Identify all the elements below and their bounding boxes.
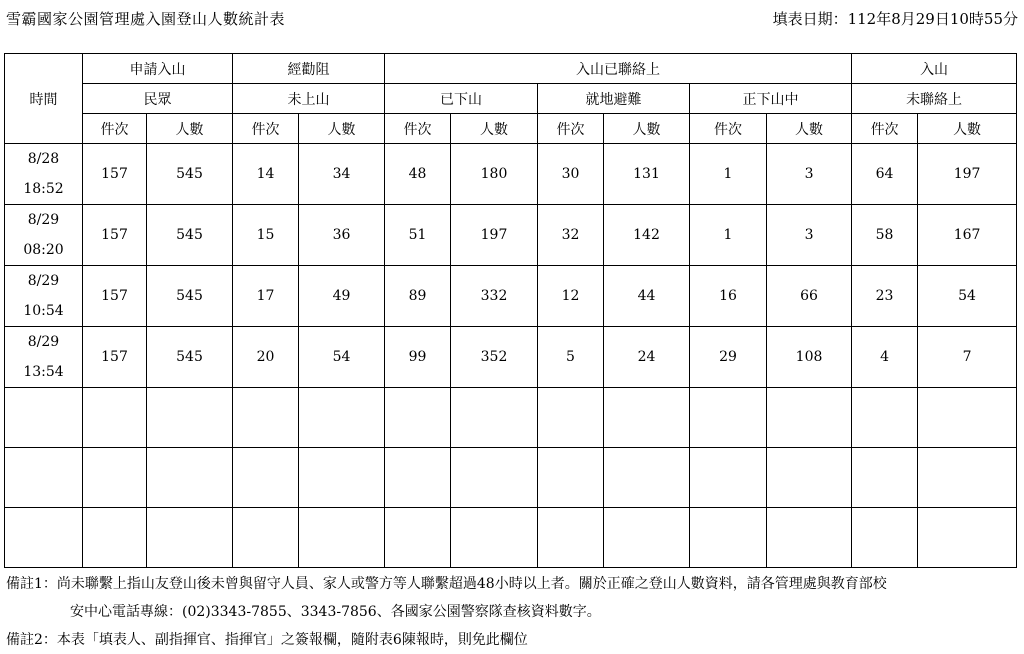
value-cell: 157 — [83, 205, 147, 266]
value-cell: 16 — [690, 266, 767, 327]
row-time: 10:54 — [23, 303, 64, 319]
value-cell: 545 — [147, 205, 233, 266]
fill-date: 填表日期：112年8月29日10時55分 — [772, 10, 1018, 28]
header-time: 時間 — [5, 54, 83, 144]
value-cell: 15 — [233, 205, 299, 266]
value-cell: 66 — [767, 266, 852, 327]
value-cell: 108 — [767, 327, 852, 388]
value-cell: 352 — [451, 327, 538, 388]
value-cell: 157 — [83, 327, 147, 388]
header-people: 人數 — [767, 114, 852, 144]
value-cell: 99 — [385, 327, 451, 388]
table-row — [5, 266, 1017, 327]
header-people: 人數 — [147, 114, 233, 144]
time-cell — [5, 266, 83, 327]
header-cases: 件次 — [690, 114, 767, 144]
value-cell: 58 — [852, 205, 918, 266]
value-cell: 12 — [538, 266, 604, 327]
value-cell: 54 — [918, 266, 1017, 327]
value-cell: 20 — [233, 327, 299, 388]
header-blocked-bottom: 未上山 — [233, 84, 385, 114]
empty-row — [5, 388, 1017, 448]
header-cases: 件次 — [852, 114, 918, 144]
table-row — [5, 144, 1017, 205]
value-cell: 1 — [690, 205, 767, 266]
value-cell: 51 — [385, 205, 451, 266]
header-people: 人數 — [918, 114, 1017, 144]
value-cell: 24 — [604, 327, 690, 388]
row-time: 13:54 — [23, 364, 64, 380]
value-cell: 545 — [147, 327, 233, 388]
header-cases: 件次 — [385, 114, 451, 144]
header-people: 人數 — [299, 114, 385, 144]
value-cell: 23 — [852, 266, 918, 327]
row-date: 8/28 — [27, 151, 60, 167]
empty-row — [5, 508, 1017, 568]
time-cell — [5, 327, 83, 388]
value-cell: 49 — [299, 266, 385, 327]
header-blocked-top: 經勸阻 — [233, 54, 385, 84]
value-cell: 157 — [83, 144, 147, 205]
value-cell: 54 — [299, 327, 385, 388]
value-cell: 17 — [233, 266, 299, 327]
row-date: 8/29 — [27, 273, 60, 289]
value-cell: 30 — [538, 144, 604, 205]
header-uncontacted-bottom: 未聯絡上 — [852, 84, 1017, 114]
header-apply-top: 申請入山 — [83, 54, 233, 84]
value-cell: 89 — [385, 266, 451, 327]
header-people: 人數 — [451, 114, 538, 144]
note-1-continued: 安中心電話專線：(02)3343-7855、3343-7856、各國家公園警察隊查核資料數字。 — [70, 604, 601, 620]
value-cell: 180 — [451, 144, 538, 205]
header-descended: 已下山 — [385, 84, 538, 114]
value-cell: 14 — [233, 144, 299, 205]
value-cell: 131 — [604, 144, 690, 205]
value-cell: 4 — [852, 327, 918, 388]
value-cell: 29 — [690, 327, 767, 388]
header-cases: 件次 — [233, 114, 299, 144]
header-cases: 件次 — [538, 114, 604, 144]
value-cell: 34 — [299, 144, 385, 205]
row-date: 8/29 — [27, 212, 60, 228]
value-cell: 36 — [299, 205, 385, 266]
table-row — [5, 205, 1017, 266]
header-contacted: 入山已聯絡上 — [385, 54, 852, 84]
value-cell: 7 — [918, 327, 1017, 388]
note-2: 備註2：本表「填表人、副指揮官、指揮官」之簽報欄，隨附表6陳報時，則免此欄位 — [6, 632, 528, 648]
header-cases: 件次 — [83, 114, 147, 144]
value-cell: 5 — [538, 327, 604, 388]
time-cell — [5, 205, 83, 266]
table-row — [5, 327, 1017, 388]
empty-row — [5, 448, 1017, 508]
page-title: 雪霸國家公園管理處入園登山人數統計表 — [6, 10, 286, 28]
value-cell: 44 — [604, 266, 690, 327]
value-cell: 3 — [767, 144, 852, 205]
time-cell — [5, 144, 83, 205]
value-cell: 157 — [83, 266, 147, 327]
value-cell: 48 — [385, 144, 451, 205]
value-cell: 1 — [690, 144, 767, 205]
header-descending: 正下山中 — [690, 84, 852, 114]
value-cell: 545 — [147, 144, 233, 205]
note-1: 備註1：尚未聯繫上指山友登山後未曾與留守人員、家人或警方等人聯繫超過48小時以上者。關於正確之登山人數資料，請各管理處與教育部校 — [6, 576, 887, 592]
header-uncontacted-top: 入山 — [852, 54, 1017, 84]
value-cell: 142 — [604, 205, 690, 266]
value-cell: 197 — [451, 205, 538, 266]
value-cell: 545 — [147, 266, 233, 327]
row-time: 18:52 — [23, 181, 64, 197]
value-cell: 197 — [918, 144, 1017, 205]
row-date: 8/29 — [27, 334, 60, 350]
value-cell: 167 — [918, 205, 1017, 266]
value-cell: 3 — [767, 205, 852, 266]
notes — [6, 570, 887, 654]
header-people: 人數 — [604, 114, 690, 144]
value-cell: 332 — [451, 266, 538, 327]
header-shelter: 就地避難 — [538, 84, 690, 114]
header-apply-bottom: 民眾 — [83, 84, 233, 114]
statistics-table — [4, 53, 1017, 568]
value-cell: 64 — [852, 144, 918, 205]
row-time: 08:20 — [23, 242, 64, 258]
value-cell: 32 — [538, 205, 604, 266]
